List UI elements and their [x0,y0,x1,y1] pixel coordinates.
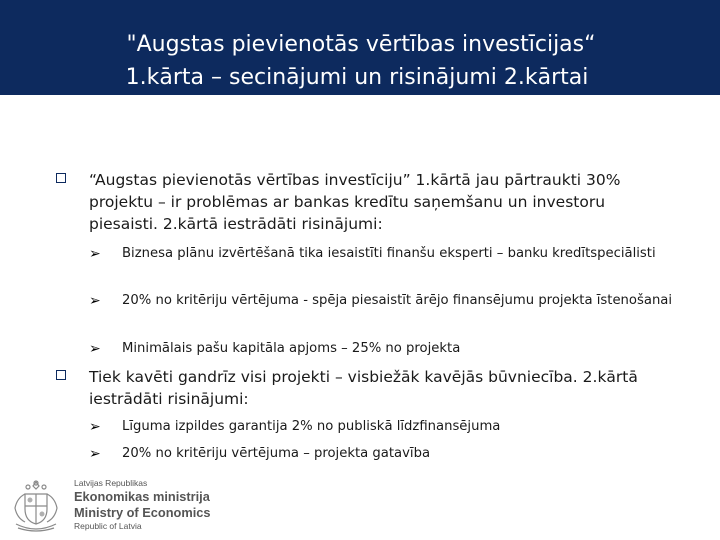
ministry-logo-text [74,478,211,532]
title-line-2: 1.kārta – secinājumi un risinājumi 2.kārtai [125,65,589,90]
subitem-1-1: Biznesa plānu izvērtēšanā tika iesaistīti finanšu eksperti – banku kredītspeciālisti [122,246,656,261]
logo-line-2: Ekonomikas ministrija [74,489,210,504]
subitem-1-3: Minimālais pašu kapitāla apjoms – 25% no projekta [122,341,461,356]
square-bullet-icon [56,370,66,380]
arrow-bullet-icon: ➢ [89,446,101,462]
arrow-bullet-icon: ➢ [89,419,101,435]
logo-line-3: Ministry of Economics [74,505,211,520]
arrow-bullet-icon: ➢ [89,246,101,262]
subitem-1-2: 20% no kritēriju vērtējuma - spēja piesaistīt ārējo finansējumu projekta īstenošanai [122,293,673,308]
subitem-2-1: Līguma izpildes garantija 2% no publiskā līdzfinansējuma [122,419,501,434]
title-line-1: "Augstas pievienotās vērtības investīcijas“ [126,32,596,57]
logo-line-1: Latvijas Republikas [74,478,148,488]
arrow-bullet-icon: ➢ [89,293,101,309]
bullet-text-1: “Augstas pievienotās vērtības investīciju” 1.kārtā jau pārtraukti 30% projektu – ir problēmas ar bankas kredītu saņemšanu un investoru piesaisti. 2.kārtā iestrādāti risinājumi: [89,171,621,233]
ministry-logo [6,478,236,536]
coat-of-arms-icon [6,478,66,534]
subitem-2-2: 20% no kritēriju vērtējuma – projekta gatavība [122,446,431,461]
arrow-bullet-icon: ➢ [89,341,101,357]
logo-line-4: Republic of Latvia [74,521,142,531]
bullet-text-2: Tiek kavēti gandrīz visi projekti – visbiežāk kavējās būvniecība. 2.kārtā iestrādāti risinājumi: [89,368,638,408]
square-bullet-icon [56,173,66,183]
